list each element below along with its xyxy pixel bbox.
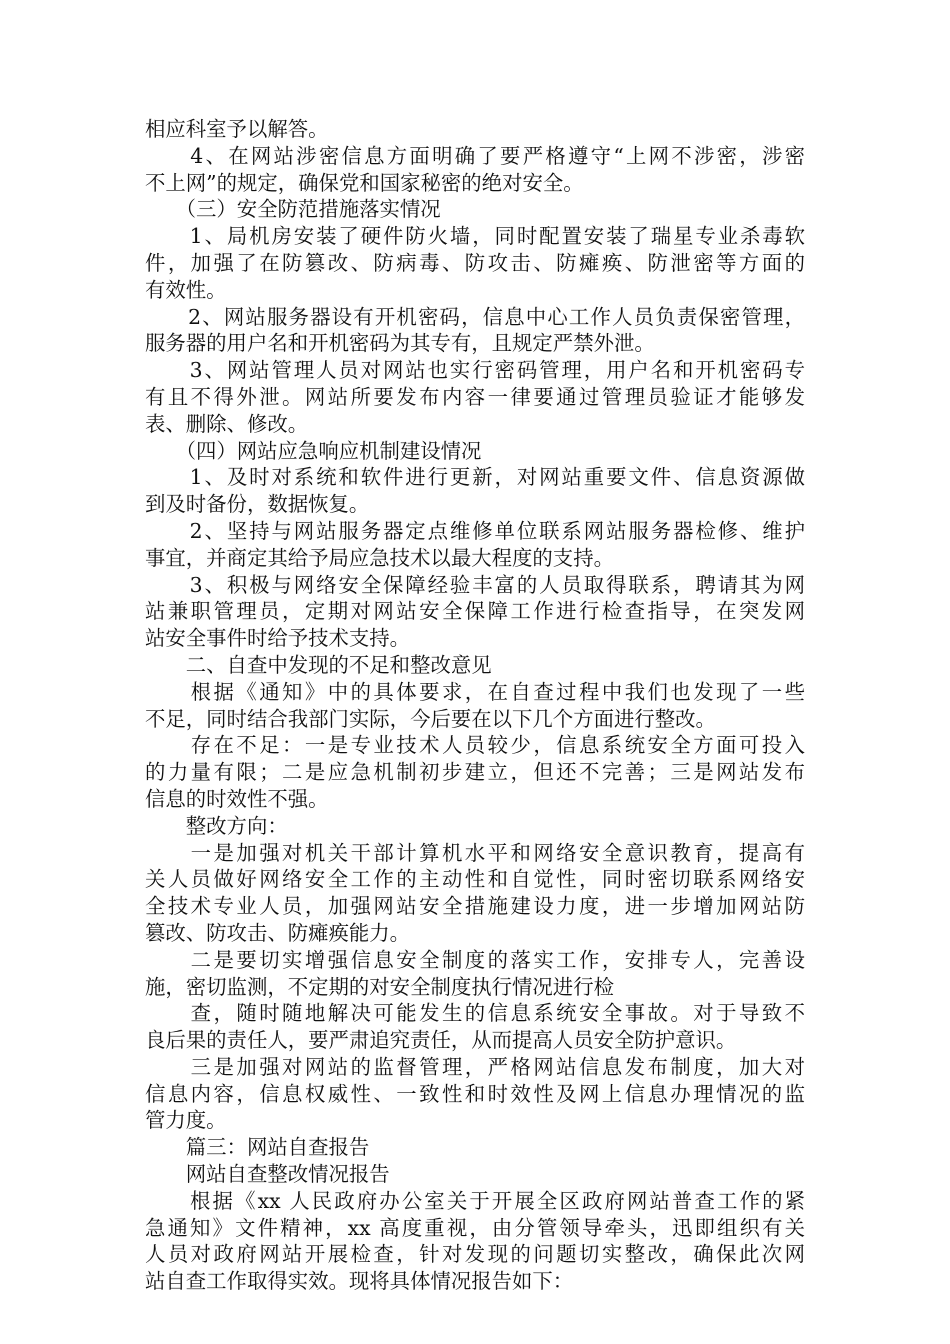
text-line: 3、网站管理人员对网站也实行密码管理，用户名和开机密码专 xyxy=(145,358,805,383)
text-line: 管力度。 xyxy=(145,1108,227,1133)
text-line: 到及时备份，数据恢复。 xyxy=(145,492,370,517)
text-line: 的力量有限；二是应急机制初步建立，但还不完善；三是网站发布 xyxy=(145,760,805,785)
text-line: 4、在网站涉密信息方面明确了要严格遵守“上网不涉密，涉密 xyxy=(145,143,805,168)
text-line: 2、网站服务器设有开机密码，信息中心工作人员负责保密管理， xyxy=(145,304,805,329)
text-line: 急通知》文件精神，xx 高度重视，由分管领导牵头，迅即组织有关 xyxy=(145,1215,805,1240)
text-line: 站自查工作取得实效。现将具体情况报告如下： xyxy=(145,1269,574,1294)
text-line: 一是加强对机关干部计算机水平和网络安全意识教育，提高有 xyxy=(145,840,805,865)
text-line: 相应科室予以解答。 xyxy=(145,117,329,141)
text-line: 信息内容，信息权威性、一致性和时效性及网上信息办理情况的监 xyxy=(145,1081,805,1106)
section-heading: 篇三：网站自查报告 xyxy=(145,1135,370,1160)
text-line: 查，随时随地解决可能发生的信息系统安全事故。对于导致不 xyxy=(145,1001,805,1026)
text-line: 1、局机房安装了硬件防火墙，同时配置安装了瑞星专业杀毒软 xyxy=(145,224,805,249)
report-title: 网站自查整改情况报告 xyxy=(145,1162,390,1187)
text-line: 整改方向： xyxy=(145,813,288,838)
text-line: 三是加强对网站的监督管理，严格网站信息发布制度，加大对 xyxy=(145,1054,805,1079)
text-line: 有效性。 xyxy=(145,277,227,302)
document-body xyxy=(145,116,805,1295)
text-line: 良后果的责任人，要严肃追究责任，从而提高人员安全防护意识。 xyxy=(145,1028,737,1053)
text-line: 事宜，并商定其给予局应急技术以最大程度的支持。 xyxy=(145,545,614,570)
section-heading: （三）安全防范措施落实情况 xyxy=(145,197,441,222)
section-heading: 二、自查中发现的不足和整改意见 xyxy=(145,652,492,677)
section-heading: （四）网站应急响应机制建设情况 xyxy=(145,438,482,463)
text-line: 人员对政府网站开展检查，针对发现的问题切实整改，确保此次网 xyxy=(145,1242,805,1267)
text-line: 根据《通知》中的具体要求，在自查过程中我们也发现了一些 xyxy=(145,679,805,704)
text-line: 信息的时效性不强。 xyxy=(145,786,329,811)
text-line: 件，加强了在防篡改、防病毒、防攻击、防瘫痪、防泄密等方面的 xyxy=(145,250,805,275)
text-line: 有且不得外泄。网站所要发布内容一律要通过管理员验证才能够发 xyxy=(145,384,805,409)
text-line: 存在不足：一是专业技术人员较少，信息系统安全方面可投入 xyxy=(145,733,805,758)
text-line: 1、及时对系统和软件进行更新，对网站重要文件、信息资源做 xyxy=(145,465,805,490)
text-line: 施，密切监测，不定期的对安全制度执行情况进行检 xyxy=(145,974,614,999)
text-line: 篡改、防攻击、防瘫痪能力。 xyxy=(145,920,411,945)
text-line: 全技术专业人员，加强网站安全措施建设力度，进一步增加网站防 xyxy=(145,894,805,919)
text-line: 站安全事件时给予技术支持。 xyxy=(145,626,411,651)
text-line: 站兼职管理员，定期对网站安全保障工作进行检查指导，在突发网 xyxy=(145,599,805,624)
text-line: 不上网”的规定，确保党和国家秘密的绝对安全。 xyxy=(145,170,584,195)
text-line: 二是要切实增强信息安全制度的落实工作，安排专人，完善设 xyxy=(145,947,805,972)
text-line: 2、坚持与网站服务器定点维修单位联系网站服务器检修、维护 xyxy=(145,518,805,543)
text-line: 关人员做好网络安全工作的主动性和自觉性，同时密切联系网络安 xyxy=(145,867,805,892)
text-line: 不足，同时结合我部门实际，今后要在以下几个方面进行整改。 xyxy=(145,706,716,731)
text-line: 3、积极与网络安全保障经验丰富的人员取得联系，聘请其为网 xyxy=(145,572,805,597)
text-line: 根据《xx 人民政府办公室关于开展全区政府网站普查工作的紧 xyxy=(145,1188,805,1213)
text-line: 服务器的用户名和开机密码为其专有，且规定严禁外泄。 xyxy=(145,331,655,356)
text-line: 表、删除、修改。 xyxy=(145,411,309,436)
